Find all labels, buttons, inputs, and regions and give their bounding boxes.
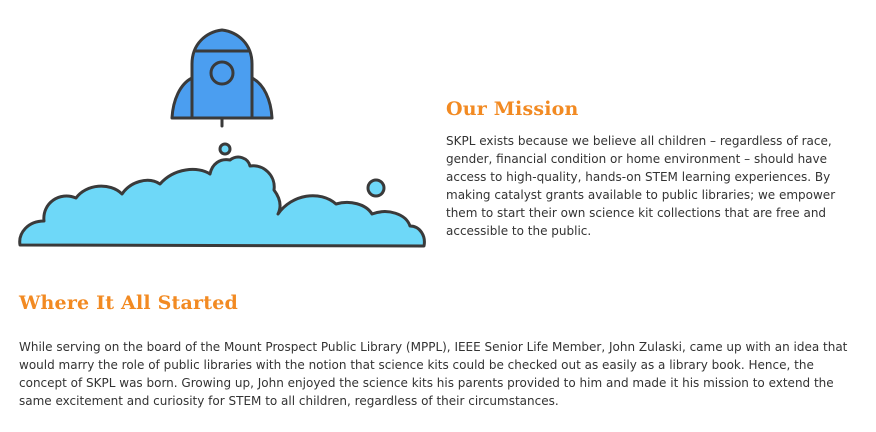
cloud-icon [20,144,425,246]
rocket-launch-svg [14,28,428,254]
our-mission-text: SKPL exists because we believe all children – regardless of race, gender, financial condition or home environment – should have access to high-quality, hands-on STEM learning experiences. By making catalyst grants available to public libraries; we empower them to start their own science kit collections that are free and accessible to the public. [446,134,836,238]
where-it-all-started-heading: Where It All Started [19,292,238,314]
rocket-icon [172,30,272,126]
our-mission-heading: Our Mission [446,98,579,120]
where-it-all-started-text: While serving on the board of the Mount Prospect Public Library (MPPL), IEEE Senior Life Member, John Zulaski, came up with an idea that would marry the role of public libraries with the notion that science kits could be checked out as easily as a library book. Hence, the concept of SKPL was born. Growing up, John enjoyed the science kits his parents provided to him and made it his mission to extend the same excitement and curiosity for STEM to all children, regardless of their circumstances. [19,340,848,408]
our-mission-section [446,98,846,240]
where-it-all-started-section [19,292,861,410]
rocket-launch-illustration [14,28,428,254]
